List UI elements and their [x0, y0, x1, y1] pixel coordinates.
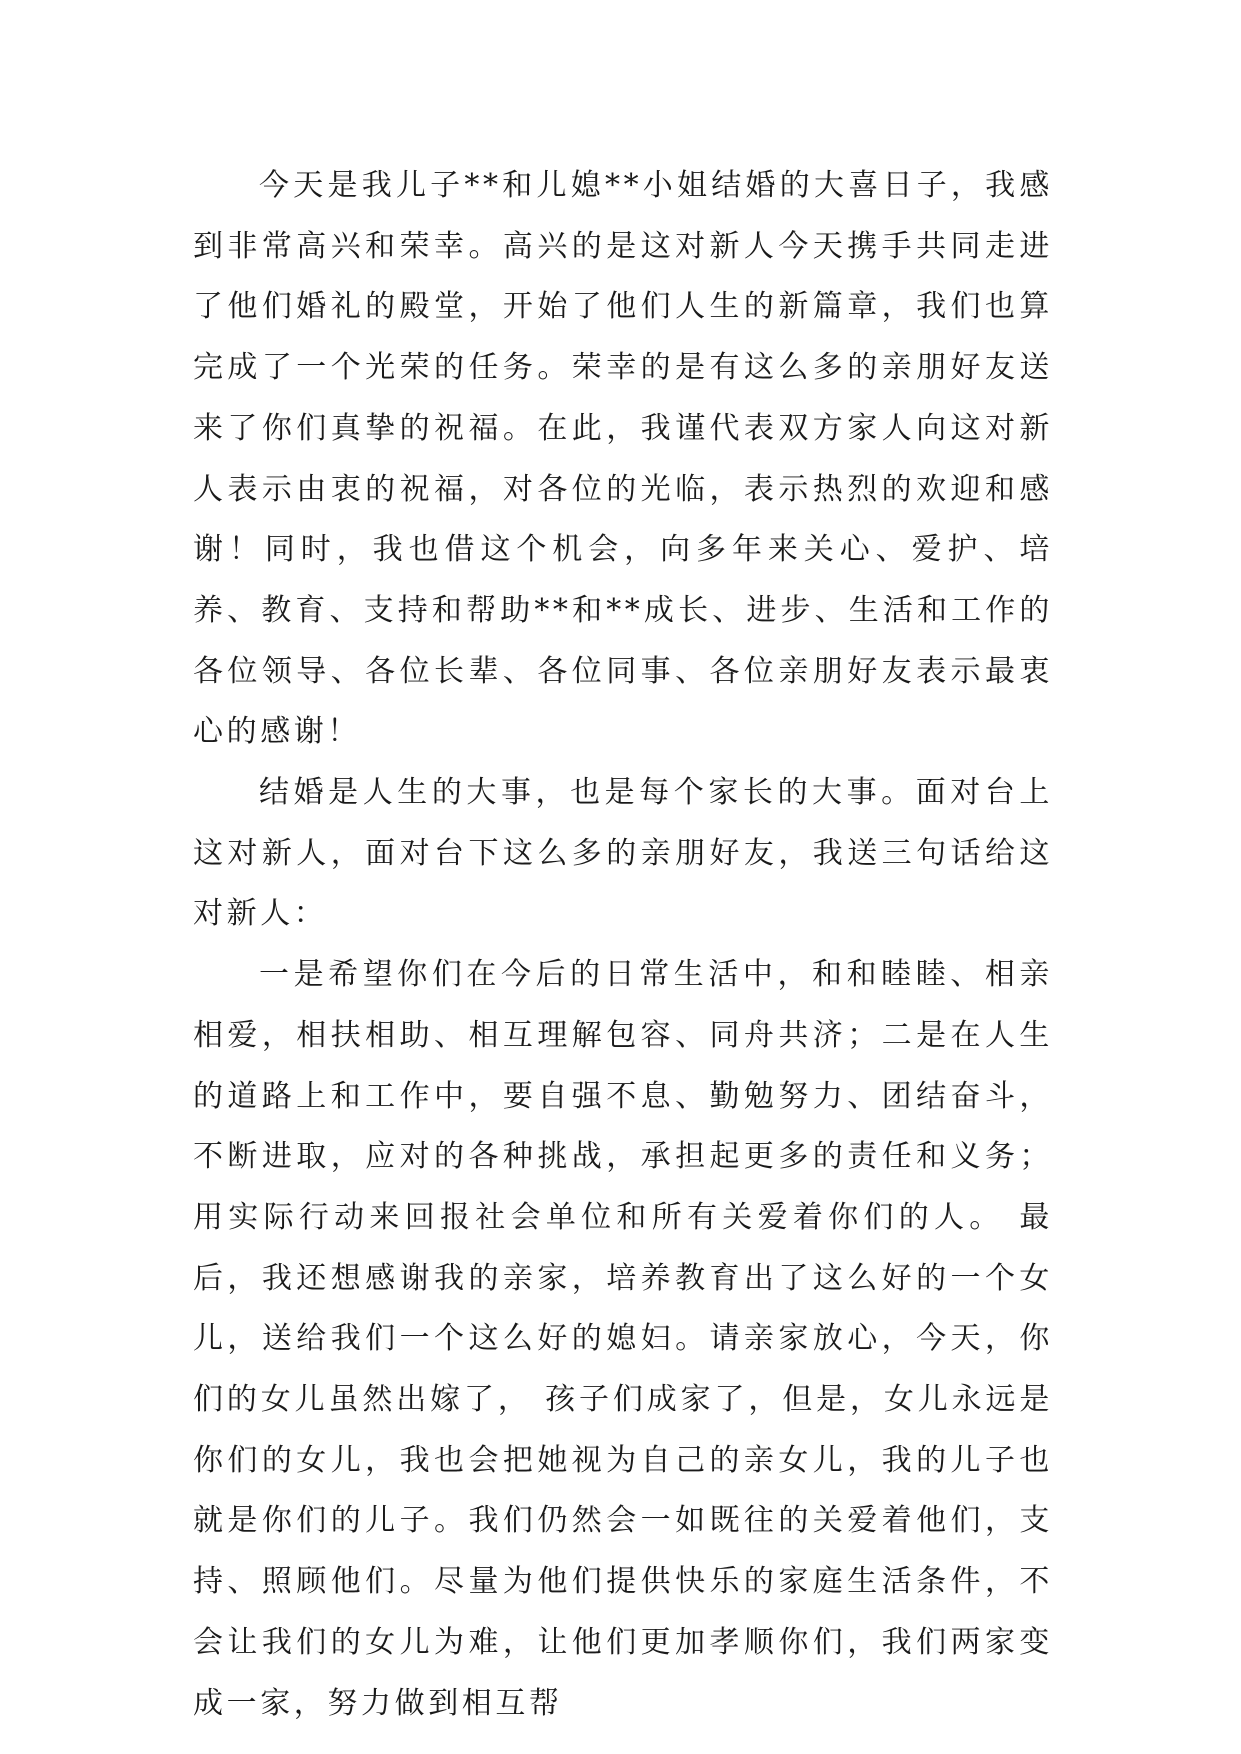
paragraph-three-sentences: 结婚是人生的大事，也是每个家长的大事。面对台上这对新人，面对台下这么多的亲朋好友，我送三句话给这对新人：: [193, 775, 1053, 932]
paragraph-wishes: 一是希望你们在今后的日常生活中，和和睦睦、相亲相爱，相扶相助、相互理解包容、同舟共济；二是在人生的道路上和工作中，要自强不息、勤勉努力、团结奋斗，不断进取，应对的各种挑战，承担起更多的责任和义务；用实际行动来回报社会单位和所有关爱着你们的人。 最后，我还想感谢我的亲家，培养教育出了这么好的一个女儿，送给我们一个这么好的媳妇。请亲家放心，今天，你们的女儿虽然出嫁了， 孩子们成家了，但是，女儿永远是你们的女儿，我也会把她视为自己的亲女儿，我的儿子也就是你们的儿子。我们仍然会一如既往的关爱着他们，支持、照顾他们。尽量为他们提供快乐的家庭生活条件，不会让我们的女儿为难，让他们更加孝顺你们，我们两家变成一家，努力做到相互帮: [193, 957, 1053, 1721]
document-body: [193, 156, 1053, 1734]
paragraph-greeting: 今天是我儿子**和儿媳**小姐结婚的大喜日子，我感到非常高兴和荣幸。高兴的是这对新人今天携手共同走进了他们婚礼的殿堂，开始了他们人生的新篇章，我们也算完成了一个光荣的任务。荣幸的是有这么多的亲朋好友送来了你们真挚的祝福。在此，我谨代表双方家人向这对新人表示由衷的祝福，对各位的光临，表示热烈的欢迎和感谢！同时，我也借这个机会，向多年来关心、爱护、培养、教育、支持和帮助**和**成长、进步、生活和工作的各位领导、各位长辈、各位同事、各位亲朋好友表示最衷心的感谢！: [193, 168, 1053, 750]
